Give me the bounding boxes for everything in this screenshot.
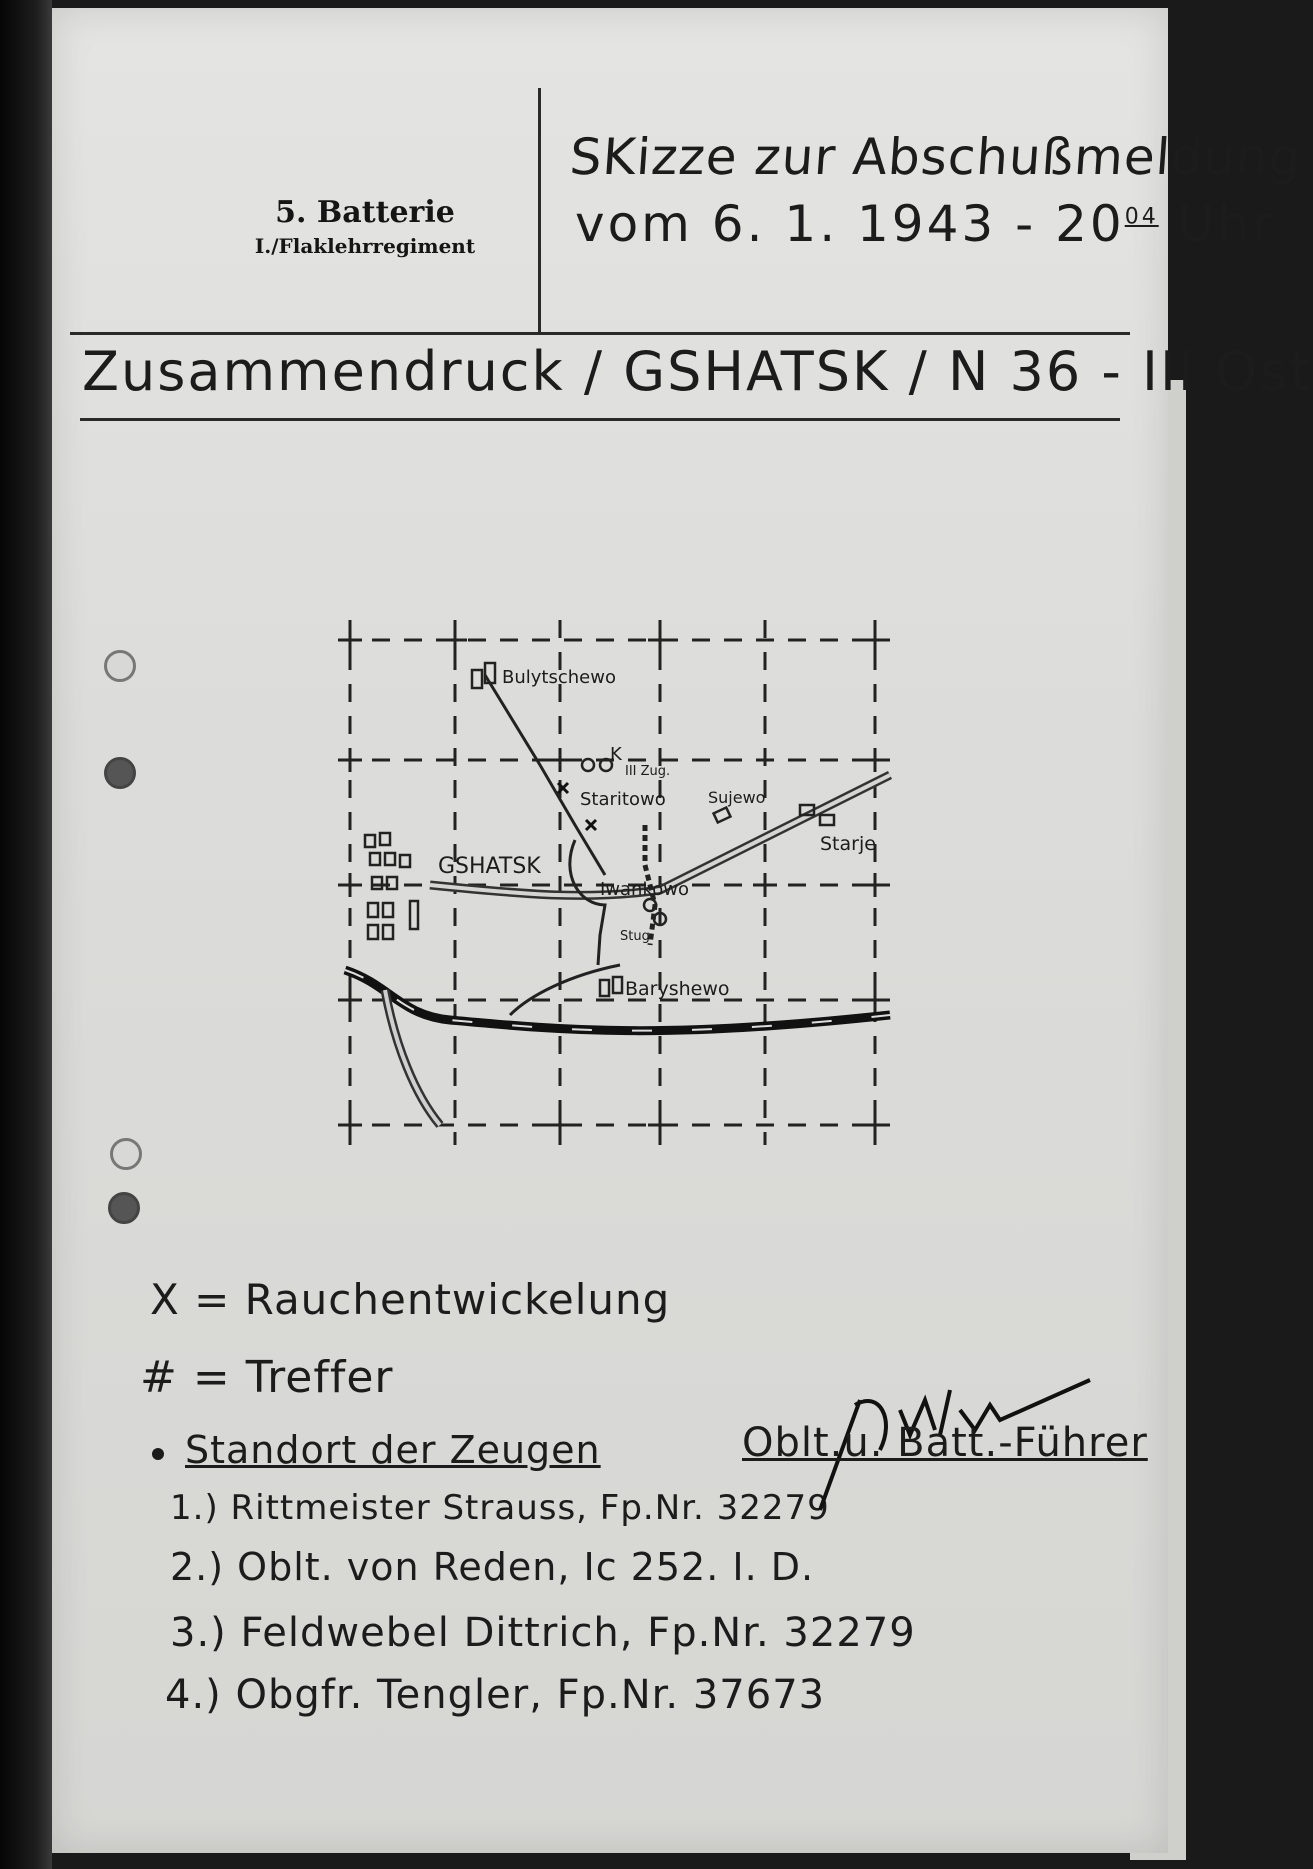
map-label-gshatsk: GSHATSK	[438, 854, 541, 879]
witness-entry: 4.) Obgfr. Tengler, Fp.Nr. 37673	[165, 1672, 826, 1718]
map-label-iii-zug: III Zug.	[625, 764, 671, 779]
smoke-label: = Rauchentwickelung	[194, 1275, 671, 1324]
map-label-bulytschewo: Bulytschewo	[502, 667, 616, 688]
witness-bullet	[152, 1448, 164, 1460]
legend-hit	[140, 1352, 393, 1403]
gun-positions	[582, 759, 666, 925]
hit-label: = Treffer	[192, 1352, 394, 1403]
witness-heading: Standort der Zeugen	[185, 1428, 601, 1472]
time-suffix: Uhr	[1177, 195, 1276, 253]
witness-entry: 3.) Feldwebel Dittrich, Fp.Nr. 32279	[170, 1610, 916, 1656]
road-iwankowo	[570, 840, 605, 965]
railway-line	[345, 970, 890, 1031]
unit-stamp	[200, 195, 530, 258]
document-title: SKizze zur Abschußmeldung	[567, 128, 1304, 186]
map-sheet-reference: Zusammendruck / GSHATSK / N 36 - III Ost	[82, 340, 1313, 403]
map-label-iwankowo: Iwankowo	[600, 879, 689, 900]
stamp-battery: 5. Batterie	[275, 195, 455, 230]
map-label-k: K	[610, 744, 622, 765]
map-label-starje: Starje	[820, 833, 876, 855]
legend-smoke	[150, 1275, 670, 1324]
signature-role: Oblt.u. Batt.-Führer	[742, 1420, 1148, 1466]
subheader-rule	[80, 418, 1120, 421]
road-to-baryshewo	[510, 965, 620, 1015]
smoke-symbol: X	[150, 1275, 180, 1324]
map-label-stug: Stug	[620, 929, 650, 944]
map-label-staritowo: Staritowo	[580, 789, 666, 810]
sketch-map	[330, 605, 910, 1165]
time-hour: 20	[1055, 195, 1125, 253]
stamp-regiment: I./Flaklehrregiment	[254, 234, 476, 258]
map-label-baryshewo: Baryshewo	[625, 978, 730, 1000]
document-date-line	[575, 195, 1275, 253]
header-rule	[70, 332, 1130, 335]
punch-hole	[104, 757, 136, 789]
binding-edge	[0, 0, 52, 1869]
punch-hole	[104, 650, 136, 682]
map-label-sujewo: Sujewo	[708, 788, 766, 807]
road-to-bulytschewo	[485, 675, 605, 875]
punch-hole	[110, 1138, 142, 1170]
punch-hole	[108, 1192, 140, 1224]
header-divider-vertical	[538, 88, 541, 333]
hit-symbol: #	[140, 1352, 178, 1403]
witness-entry: 2.) Oblt. von Reden, Ic 252. I. D.	[170, 1545, 815, 1589]
time-minute: 04	[1124, 204, 1159, 230]
date-text: vom 6. 1. 1943 -	[575, 195, 1037, 253]
witness-entry: 1.) Rittmeister Strauss, Fp.Nr. 32279	[170, 1488, 830, 1528]
